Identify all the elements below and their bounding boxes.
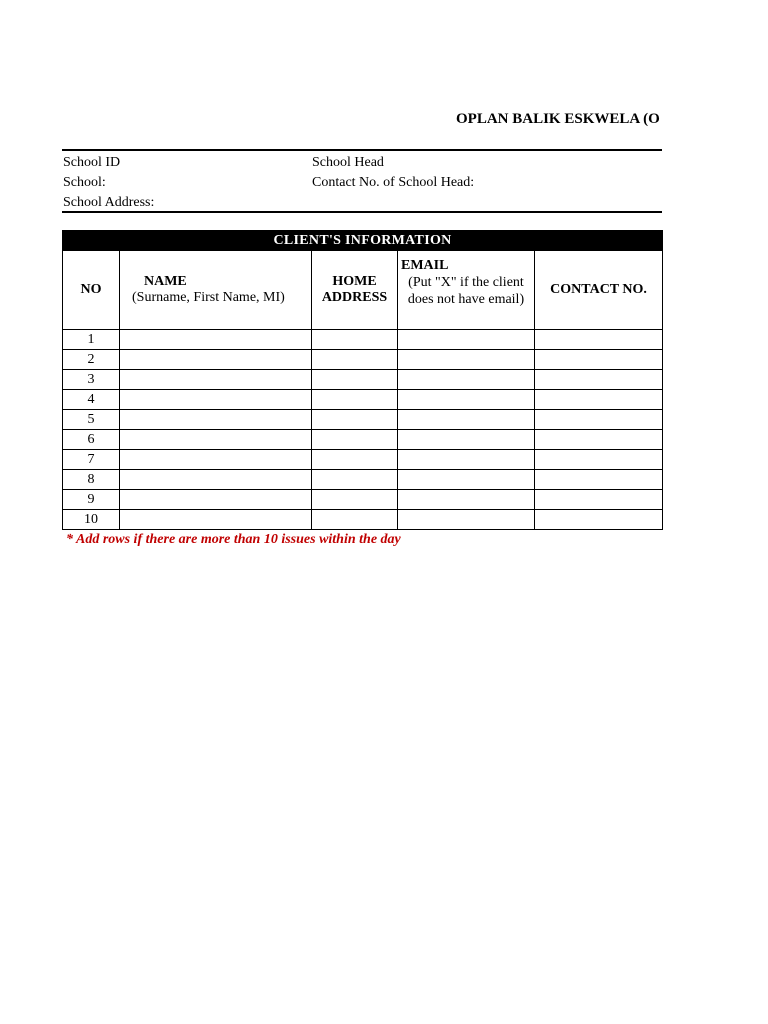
email-cell[interactable] (398, 450, 535, 470)
contact-cell[interactable] (535, 330, 663, 350)
table-row (63, 510, 663, 530)
name-cell[interactable] (120, 510, 312, 530)
name-cell[interactable] (120, 410, 312, 430)
row-number: 2 (63, 350, 120, 370)
header-home-address (312, 251, 398, 330)
email-cell[interactable] (398, 470, 535, 490)
table-row (63, 370, 663, 390)
address-cell[interactable] (312, 450, 398, 470)
header-name (120, 251, 312, 330)
contact-cell[interactable] (535, 510, 663, 530)
row-number: 4 (63, 390, 120, 410)
school-address-label: School Address: (63, 195, 155, 210)
header-name-label: NAME (144, 274, 187, 289)
row-number: 7 (63, 450, 120, 470)
row-number: 9 (63, 490, 120, 510)
table-row (63, 470, 663, 490)
email-cell[interactable] (398, 410, 535, 430)
header-email-sub1: (Put "X" if the client (408, 275, 524, 290)
contact-cell[interactable] (535, 350, 663, 370)
header-name-subtitle: (Surname, First Name, MI) (132, 290, 285, 305)
header-email-label: EMAIL (401, 258, 449, 273)
table-row (63, 330, 663, 350)
table-row (63, 390, 663, 410)
table-row (63, 410, 663, 430)
header-address-label: ADDRESS (321, 290, 388, 305)
contact-cell[interactable] (535, 390, 663, 410)
table-row (63, 430, 663, 450)
row-number: 3 (63, 370, 120, 390)
name-cell[interactable] (120, 490, 312, 510)
address-cell[interactable] (312, 390, 398, 410)
address-cell[interactable] (312, 510, 398, 530)
header-email (398, 251, 535, 330)
email-cell[interactable] (398, 370, 535, 390)
email-cell[interactable] (398, 330, 535, 350)
school-head-contact-label: Contact No. of School Head: (312, 175, 475, 190)
contact-cell[interactable] (535, 450, 663, 470)
contact-cell[interactable] (535, 410, 663, 430)
contact-cell[interactable] (535, 470, 663, 490)
row-number: 8 (63, 470, 120, 490)
address-cell[interactable] (312, 370, 398, 390)
add-rows-note: * Add rows if there are more than 10 issues within the day (66, 532, 401, 547)
row-number: 1 (63, 330, 120, 350)
address-cell[interactable] (312, 470, 398, 490)
address-cell[interactable] (312, 430, 398, 450)
contact-cell[interactable] (535, 490, 663, 510)
name-cell[interactable] (120, 330, 312, 350)
table-row (63, 490, 663, 510)
table-header-row (63, 251, 663, 330)
name-cell[interactable] (120, 370, 312, 390)
header-home-label: HOME (332, 274, 377, 289)
name-cell[interactable] (120, 350, 312, 370)
form-title: OPLAN BALIK ESKWELA (O (456, 111, 660, 127)
name-cell[interactable] (120, 390, 312, 410)
row-number: 6 (63, 430, 120, 450)
address-cell[interactable] (312, 490, 398, 510)
school-head-label: School Head (312, 155, 384, 170)
contact-cell[interactable] (535, 370, 663, 390)
header-email-sub2: does not have email) (407, 292, 525, 307)
name-cell[interactable] (120, 430, 312, 450)
header-contact-no: CONTACT NO. (535, 251, 663, 330)
row-number: 5 (63, 410, 120, 430)
contact-cell[interactable] (535, 430, 663, 450)
email-cell[interactable] (398, 430, 535, 450)
email-cell[interactable] (398, 350, 535, 370)
name-cell[interactable] (120, 450, 312, 470)
table-row (63, 350, 663, 370)
email-cell[interactable] (398, 390, 535, 410)
email-cell[interactable] (398, 510, 535, 530)
header-no: NO (63, 251, 120, 330)
table-banner-row (63, 231, 663, 251)
client-information-banner: CLIENT'S INFORMATION (63, 231, 663, 251)
school-id-label: School ID (63, 155, 121, 170)
address-cell[interactable] (312, 350, 398, 370)
email-cell[interactable] (398, 490, 535, 510)
row-number: 10 (63, 510, 120, 530)
school-info-box (62, 149, 662, 213)
address-cell[interactable] (312, 330, 398, 350)
address-cell[interactable] (312, 410, 398, 430)
table-row (63, 450, 663, 470)
client-information-table (62, 230, 663, 530)
school-label: School: (63, 175, 106, 190)
name-cell[interactable] (120, 470, 312, 490)
